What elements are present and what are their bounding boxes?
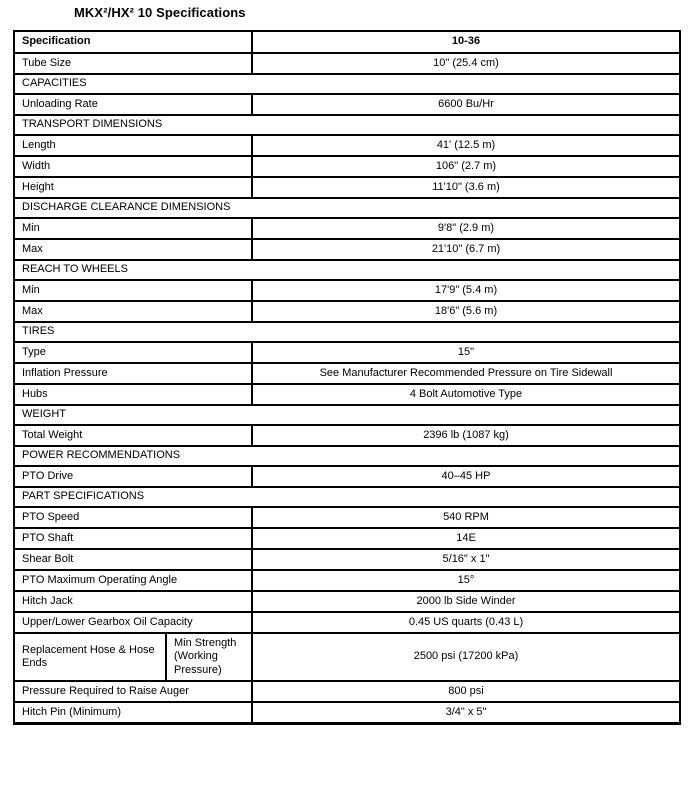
spec-row	[14, 702, 680, 723]
spec-row	[14, 94, 680, 115]
spec-value: 10" (25.4 cm)	[252, 53, 680, 74]
column-header-specification: Specification	[14, 31, 252, 53]
section-header-label: TIRES	[14, 322, 680, 342]
spec-value: 106" (2.7 m)	[252, 156, 680, 177]
section-row	[14, 74, 680, 94]
spec-label: Total Weight	[14, 425, 252, 446]
spec-value: 9'8" (2.9 m)	[252, 218, 680, 239]
section-row	[14, 487, 680, 507]
spec-row	[14, 384, 680, 405]
spec-row	[14, 466, 680, 487]
spec-label: Max	[14, 239, 252, 260]
spec-row	[14, 591, 680, 612]
spec-value: 17'9" (5.4 m)	[252, 280, 680, 301]
column-header-model-10-36: 10-36	[252, 31, 680, 53]
spec-value: 2396 lb (1087 kg)	[252, 425, 680, 446]
spec-label: Max	[14, 301, 252, 322]
section-header-label: TRANSPORT DIMENSIONS	[14, 115, 680, 135]
spec-label: Replacement Hose & Hose Ends	[14, 633, 166, 681]
spec-row	[14, 507, 680, 528]
spec-label: Length	[14, 135, 252, 156]
spec-row	[14, 342, 680, 363]
spec-row	[14, 570, 680, 591]
spec-sublabel: Min Strength (Working Pressure)	[166, 633, 252, 681]
spec-row	[14, 363, 680, 384]
spec-label: Min	[14, 280, 252, 301]
spec-row	[14, 301, 680, 322]
spec-row	[14, 135, 680, 156]
spec-value: See Manufacturer Recommended Pressure on Tire Sidewall	[252, 363, 680, 384]
spec-value: 18'6" (5.6 m)	[252, 301, 680, 322]
spec-label: Hitch Jack	[14, 591, 252, 612]
spec-value: 800 psi	[252, 681, 680, 702]
spec-row	[14, 53, 680, 74]
page-title: MKX²/HX² 10 Specifications	[74, 5, 246, 20]
spec-label: PTO Drive	[14, 466, 252, 487]
spec-value: 0.45 US quarts (0.43 L)	[252, 612, 680, 633]
section-header-label: POWER RECOMMENDATIONS	[14, 446, 680, 466]
spec-label: Upper/Lower Gearbox Oil Capacity	[14, 612, 252, 633]
spec-label: Hubs	[14, 384, 252, 405]
spec-row	[14, 177, 680, 198]
section-header-label: DISCHARGE CLEARANCE DIMENSIONS	[14, 198, 680, 218]
spec-value: 14E	[252, 528, 680, 549]
spec-value: 15°	[252, 570, 680, 591]
section-header-label: CAPACITIES	[14, 74, 680, 94]
spec-label: Width	[14, 156, 252, 177]
section-header-label: PART SPECIFICATIONS	[14, 487, 680, 507]
spec-label: PTO Shaft	[14, 528, 252, 549]
spec-value: 11'10" (3.6 m)	[252, 177, 680, 198]
spec-value: 3/4" x 5"	[252, 702, 680, 723]
spec-label: Type	[14, 342, 252, 363]
spec-row	[14, 549, 680, 570]
spec-value: 6600 Bu/Hr	[252, 94, 680, 115]
spec-value: 4 Bolt Automotive Type	[252, 384, 680, 405]
section-header-label: WEIGHT	[14, 405, 680, 425]
section-row	[14, 405, 680, 425]
spec-label: Shear Bolt	[14, 549, 252, 570]
spec-value: 2500 psi (17200 kPa)	[252, 633, 680, 681]
spec-label: PTO Speed	[14, 507, 252, 528]
spec-label: Height	[14, 177, 252, 198]
spec-table	[13, 30, 681, 725]
spec-value: 2000 lb Side Winder	[252, 591, 680, 612]
section-row	[14, 198, 680, 218]
spec-row	[14, 218, 680, 239]
table-header-row	[14, 31, 680, 53]
section-row	[14, 446, 680, 466]
spec-row-split	[14, 633, 680, 681]
spec-value: 40–45 HP	[252, 466, 680, 487]
spec-row	[14, 528, 680, 549]
spec-label: Min	[14, 218, 252, 239]
spec-label: Pressure Required to Raise Auger	[14, 681, 252, 702]
spec-value: 540 RPM	[252, 507, 680, 528]
spec-value: 15"	[252, 342, 680, 363]
spec-row	[14, 239, 680, 260]
spec-label: Hitch Pin (Minimum)	[14, 702, 252, 723]
spec-label: PTO Maximum Operating Angle	[14, 570, 252, 591]
spec-row	[14, 425, 680, 446]
spec-value: 5/16" x 1"	[252, 549, 680, 570]
spec-label: Tube Size	[14, 53, 252, 74]
spec-label: Unloading Rate	[14, 94, 252, 115]
spec-row	[14, 681, 680, 702]
spec-value: 41' (12.5 m)	[252, 135, 680, 156]
section-row	[14, 115, 680, 135]
spec-row	[14, 280, 680, 301]
spec-label: Inflation Pressure	[14, 363, 252, 384]
spec-row	[14, 612, 680, 633]
spec-table-body	[14, 53, 680, 723]
section-header-label: REACH TO WHEELS	[14, 260, 680, 280]
section-row	[14, 322, 680, 342]
spec-value: 21'10" (6.7 m)	[252, 239, 680, 260]
section-row	[14, 260, 680, 280]
spec-row	[14, 156, 680, 177]
